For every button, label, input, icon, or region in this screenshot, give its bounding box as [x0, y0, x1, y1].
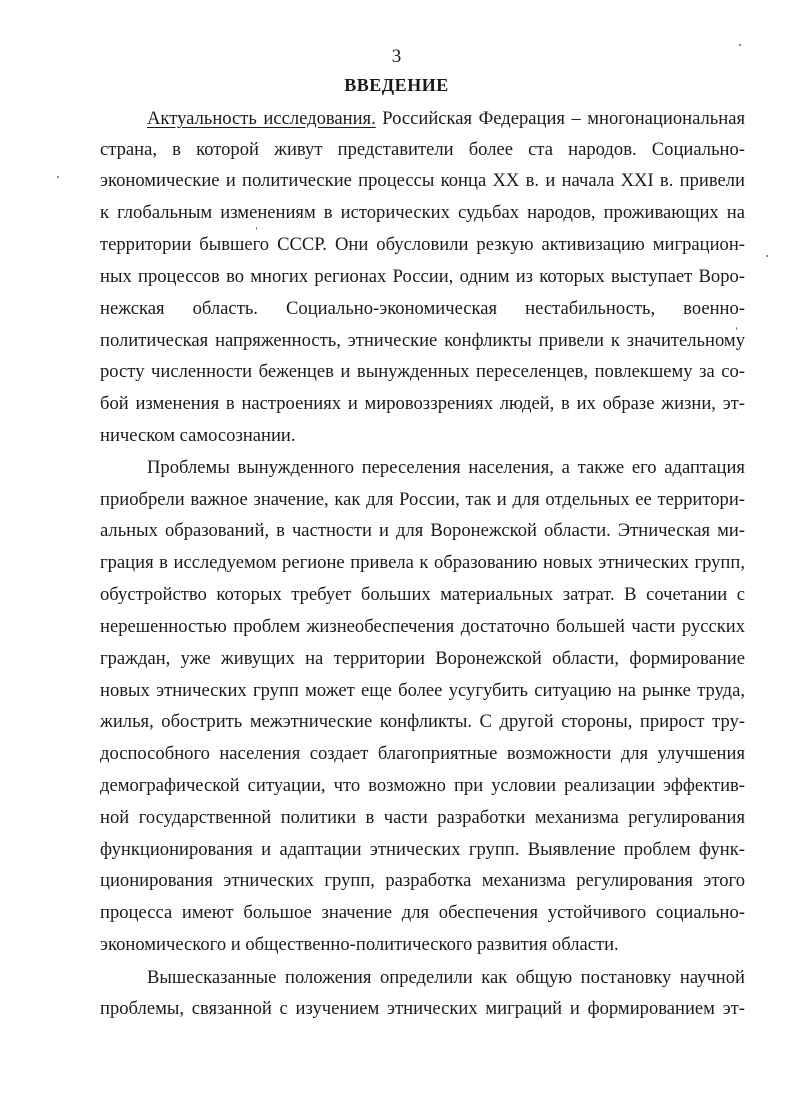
text-line: грация в исследуемом регионе привела к образованию новых этнических групп,	[100, 552, 745, 573]
text-line: политическая напряженность, этнические конфликты привели к значительному	[100, 330, 745, 351]
page-number: 3	[391, 46, 402, 67]
text-line: граждан, уже живущих на территории Воронежской области, формирование	[100, 648, 745, 669]
text-line: нерешенностью проблем жизнеобеспечения достаточно большей части русских	[100, 616, 745, 637]
text-line: бой изменения в настроениях и мировоззрениях людей, в их образе жизни, эт-	[100, 393, 745, 414]
text-line-fragment: Российская Федерация – многонациональная	[375, 108, 745, 129]
text-line: процесса имеют большое значение для обеспечения устойчивого социально-	[100, 902, 745, 923]
text-line: альных образований, в частности и для Воронежской области. Этническая ми-	[100, 520, 745, 541]
underlined-lead: Актуальность исследования.	[147, 108, 376, 129]
text-line: ных процессов во многих регионах России, одним из которых выступает Воро-	[100, 266, 745, 287]
text-line: нежская область. Социально-экономическая нестабильность, военно-	[100, 298, 745, 319]
scan-speck	[57, 176, 59, 178]
text-line: к глобальным изменениям в исторических судьбах народов, проживающих на	[100, 202, 745, 223]
text-line: ническом самосознании.	[100, 425, 296, 446]
text-line: доспособного населения создает благоприятные возможности для улучшения	[100, 743, 745, 764]
text-line: функционирования и адаптации этнических групп. Выявление проблем функ-	[100, 839, 745, 860]
text-line: новых этнических групп может еще более усугубить ситуацию на рынке труда,	[100, 680, 745, 701]
scan-speck	[736, 327, 737, 330]
text-line: ционирования этнических групп, разработка механизма регулирования этого	[100, 870, 745, 891]
text-line: приобрели важное значение, как для России, так и для отдельных ее территори-	[100, 489, 745, 510]
text-line: экономического и общественно-политического развития области.	[100, 934, 619, 955]
text-line: страна, в которой живут представители более ста народов. Социально-	[100, 139, 745, 160]
text-line: демографической ситуации, что возможно при условии реализации эффектив-	[100, 775, 745, 796]
scan-speck	[256, 227, 257, 230]
text-line	[147, 104, 745, 134]
text-line: Проблемы вынужденного переселения населения, а также его адаптация	[147, 457, 745, 478]
text-line: жилья, обострить межэтнические конфликты. С другой стороны, прирост тру-	[100, 711, 745, 732]
text-line: росту численности беженцев и вынужденных переселенцев, повлекшему за со-	[100, 361, 745, 382]
scan-speck	[766, 255, 768, 257]
section-heading: ВВЕДЕНИЕ	[344, 75, 449, 95]
scan-speck	[739, 44, 741, 46]
text-line: обустройство которых требует больших материальных затрат. В сочетании с	[100, 584, 745, 605]
text-line: территории бывшего СССР. Они обусловили резкую активизацию миграцион-	[100, 234, 745, 255]
text-line: проблемы, связанной с изучением этнических миграций и формированием эт-	[100, 998, 745, 1019]
text-line: Вышесказанные положения определили как общую постановку научной	[147, 967, 745, 988]
text-line: ной государственной политики в части разработки механизма регулирования	[100, 807, 745, 828]
text-line: экономические и политические процессы конца XX в. и начала XXI в. привели	[100, 170, 745, 191]
